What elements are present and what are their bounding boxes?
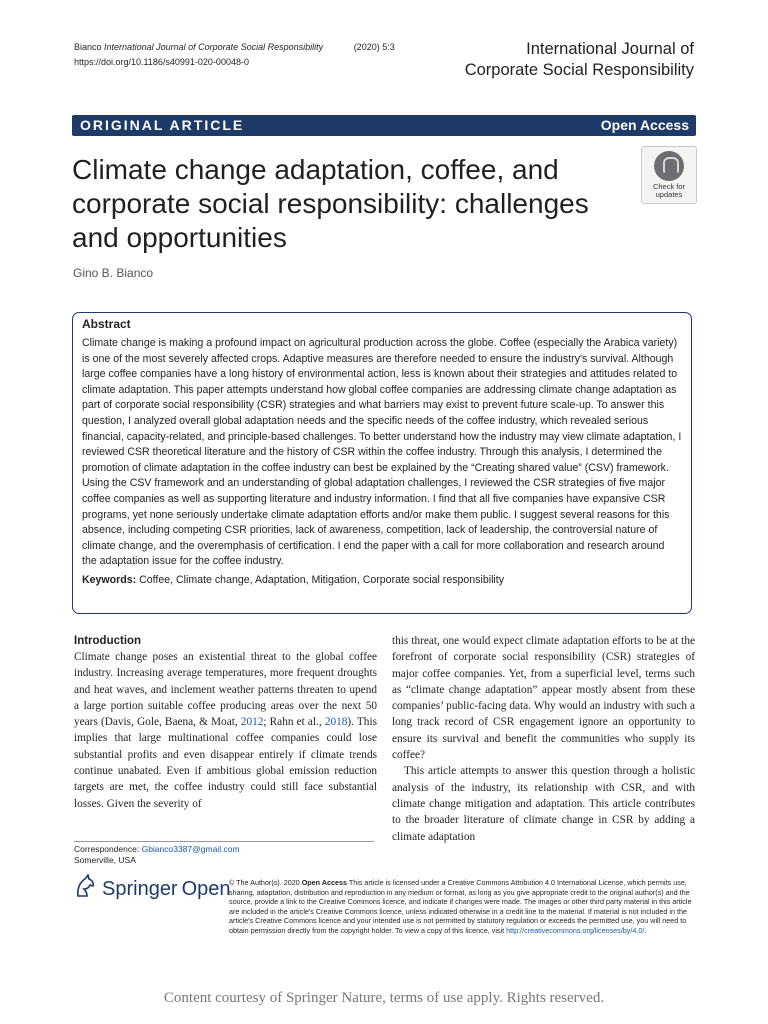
header-author: Bianco [74,42,102,52]
citation-link[interactable]: 2018 [324,716,348,729]
abstract-box [72,312,692,614]
header-year-volume: (2020) 5:3 [353,42,395,52]
correspondence-email[interactable]: Gbianco3387@gmail.com [141,844,240,854]
journal-name [465,39,694,81]
header-journal: International Journal of Corporate Social Responsibility [104,42,324,52]
springer-open-logo [74,874,231,904]
abstract-heading: Abstract [82,317,131,331]
header-doi[interactable]: https://doi.org/10.1186/s40991-020-00048-0 [74,57,249,67]
running-header [74,40,395,70]
intro-paragraph-2: This article attempts to answer this question through a holistic analysis of the industry, its relationship with CSR, and with climate change mitigation and adaptation. This article contributes to the broader literature of climate change in CSR by adding a climate adaptation [392,765,695,843]
keywords [82,573,682,588]
keywords-list: Coffee, Climate change, Adaptation, Mitigation, Corporate social responsibility [139,573,505,586]
body-column-left [74,633,377,812]
license-link[interactable]: http://creativecommons.org/licenses/by/4.0/ [506,925,645,935]
article-type-banner [72,115,696,136]
correspondence-note [74,841,374,866]
springer-wordmark: Springer [102,877,178,900]
license-statement: © The Author(s). 2020 Open Access This article is licensed under a Creative Commons Attribution 4.0 International License, which permits use, sharing, adaptation, distribution and reproduction in any medium or format, as long as you give appropriate credit to the original author(s) and the source, provide a link to the Creative Commons licence, and indicate if changes were made. The images or other third party material in this article are included in the article's Creative Commons licence, unless indicated otherwise in a credit line to the material. If material is not included in the article's Creative Commons licence and your intended use is not permitted by statutory regulation or exceeds the permitted use, you will need to obtain permission directly from the copyright holder. To view a copy of this licence, visit http://creativecommons.org/licenses/by/4.0/. [229,878,692,935]
open-access-label: Open Access [600,117,689,133]
citation-link[interactable]: 2012 [240,716,264,729]
author-name[interactable]: Gino B. Bianco [73,266,154,280]
intro-paragraph-1: Climate change poses an existential threat to the global coffee industry. Increasing average temperatures, more frequent droughts and heat waves, and inclement weather patterns threaten to upend a large portion suitable coffee producing areas over the next 50 years (Davis, Gole, Baena, & Moat, 2012; Rahn et al., 2018). This implies that large multinational coffee companies could lose substantial profits and even disappear entirely if climate trends continue unabated. Even if ambitious global emission reduction targets are met, the coffee industry could still face substantial losses. Given the severity of [74,651,377,810]
journal-name-line2: Corporate Social Responsibility [464,61,694,79]
body-column-right [392,633,695,845]
keywords-label: Keywords: [82,573,137,586]
check-for-updates-label: Check for updates [652,182,686,199]
journal-name-line1: International Journal of [526,40,694,58]
courtesy-watermark: Content courtesy of Springer Nature, terms of use apply. Rights reserved. [163,990,605,1006]
abstract-text: Climate change is making a profound impact on agricultural production across the globe. Coffee (especially the Arabica variety) is one of the most severely affected crops. Adaptive measures are therefore needed to ensure the industry's survival. Although large coffee companies have a long history of environmental action, less is known about their strategies and attitudes related to climate adaptation. This paper attempts understand how global coffee companies are addressing climate change adaptation as part of corporate social responsibility (CSR) strategies and what barriers may exist to prevent future scale-up. To answer this question, I analyzed overall global adaptation needs and the specific needs of the coffee industry, which revealed serious financial, capacity-related, and principle-based challenges. To better understand how the industry may view climate adaptation, I reviewed CSR theoretical literature and the history of CSR within the coffee industry. Through this analysis, I determined the promotion of climate adaptation in the coffee industry can best be explained by the “Creating shared value” (CSV) framework. Using the CSV framework and an understanding of global adaptation challenges, I reviewed the CSR strategies of five major coffee companies as well as supporting literature and industry information. I find that all five companies have expansive CSR programs, yet none seriously undertake climate adaptation efforts and/or make them public. I suggest several reasons for this absence, including competing CSR priorities, lack of awareness, competition, lack of leadership, the controversial nature of climate change, and the overemphasis of certification. I end the paper with a call for more collaboration and research around the adaptation issue for the coffee industry. [82,337,682,568]
section-heading-introduction: Introduction [74,635,142,647]
check-for-updates-badge[interactable] [641,146,697,204]
intro-paragraph-1-continued: this threat, one would expect climate adaptation efforts to be at the forefront of corporate social responsibility (CSR) strategies of major coffee companies. Yet, from a superficial level, terms such as “climate change adaptation” appear mostly absent from these companies’ public-facing data. Why would an industry with such a long track record of CSR engagement ignore an opportunity to ensure its survival and benefit the communities who supply its coffee? [392,635,695,762]
open-wordmark: Open [181,877,231,900]
correspondence-location: Somerville, USA [74,855,136,865]
springer-horse-icon [74,874,96,904]
article-title: Climate change adaptation, coffee, and corporate social responsibility: challenges and opportunities [72,154,589,253]
article-type: ORIGINAL ARTICLE [80,117,245,133]
correspondence-label: Correspondence: [74,844,142,854]
check-for-updates-icon [654,151,684,181]
